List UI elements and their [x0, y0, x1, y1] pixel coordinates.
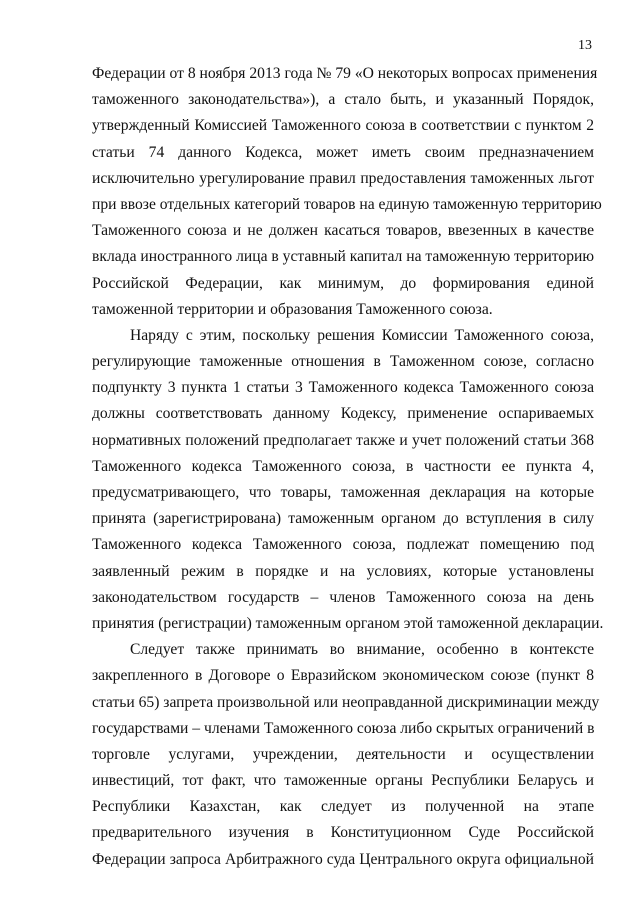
text-line: торговле услугами, учреждении, деятельности и осуществлении	[92, 745, 594, 763]
text-line: Наряду с этим, поскольку решения Комиссии Таможенного союза,	[130, 326, 594, 344]
text-line: Таможенного союза и не должен касаться товаров, ввезенных в качестве	[92, 222, 594, 240]
text-line: утвержденный Комиссией Таможенного союза в соответствии с пунктом 2	[92, 117, 594, 135]
text-line: Республики Казахстан, как следует из полученной на этапе	[92, 798, 594, 816]
body-text	[92, 61, 604, 873]
text-line: государствами – членами Таможенного союза либо скрытых ограничений в	[92, 719, 595, 737]
text-line: вклада иностранного лица в уставный капитал на таможенную территорию	[92, 248, 594, 266]
text-line: Таможенного кодекса Таможенного союза, подлежат помещению под	[92, 536, 594, 554]
text-line: Таможенного кодекса Таможенного союза, в частности ее пункта 4,	[92, 457, 594, 475]
page-number: 13	[578, 38, 592, 53]
text-line: регулирующие таможенные отношения в Таможенном союзе, согласно	[92, 353, 594, 371]
paragraph-1	[92, 61, 602, 323]
text-line: статьи 65) запрета произвольной или неоправданной дискриминации между	[92, 693, 600, 711]
text-line: при ввозе отдельных категорий товаров на единую таможенную территорию	[92, 195, 602, 213]
text-line: должны соответствовать данному Кодексу, применение оспариваемых	[92, 405, 594, 423]
text-line: Федерации от 8 ноября 2013 года № 79 «О некоторых вопросах применения	[92, 65, 598, 82]
text-line: исключительно урегулирование правил предоставления таможенных льгот	[92, 169, 594, 187]
text-line: статьи 74 данного Кодекса, может иметь своим предназначением	[92, 143, 594, 161]
text-line: предварительного изучения в Конституционном Суде Российской	[92, 824, 594, 842]
text-line: принятия (регистрации) таможенным органом этой таможенной декларации.	[92, 614, 604, 632]
text-line: Следует также принимать во внимание, особенно в контексте	[130, 641, 594, 659]
text-line: принята (зарегистрирована) таможенным органом до вступления в силу	[92, 510, 594, 528]
text-line: инвестиций, тот факт, что таможенные органы Республики Беларусь и	[92, 772, 594, 790]
text-line: Российской Федерации, как минимум, до формирования единой	[92, 274, 594, 292]
text-line: предусматривающего, что товары, таможенная декларация на которые	[92, 484, 594, 501]
paragraph-3	[92, 637, 600, 873]
text-line: таможенного законодательства»), а стало быть, и указанный Порядок,	[92, 91, 594, 109]
paragraph-2	[92, 323, 604, 637]
text-line: заявленный режим в порядке и на условиях, которые установлены	[92, 562, 594, 580]
text-line: Федерации запроса Арбитражного суда Центрального округа официальной	[92, 850, 594, 868]
text-line: нормативных положений предполагает также и учет положений статьи 368	[92, 431, 594, 449]
text-line: законодательством государств – членов Таможенного союза на день	[92, 588, 594, 606]
text-line: таможенной территории и образования Таможенного союза.	[92, 300, 493, 318]
text-line: подпункту 3 пункта 1 статьи 3 Таможенного кодекса Таможенного союза	[92, 379, 594, 397]
text-line: закрепленного в Договоре о Евразийском экономическом союзе (пункт 8	[92, 667, 594, 685]
